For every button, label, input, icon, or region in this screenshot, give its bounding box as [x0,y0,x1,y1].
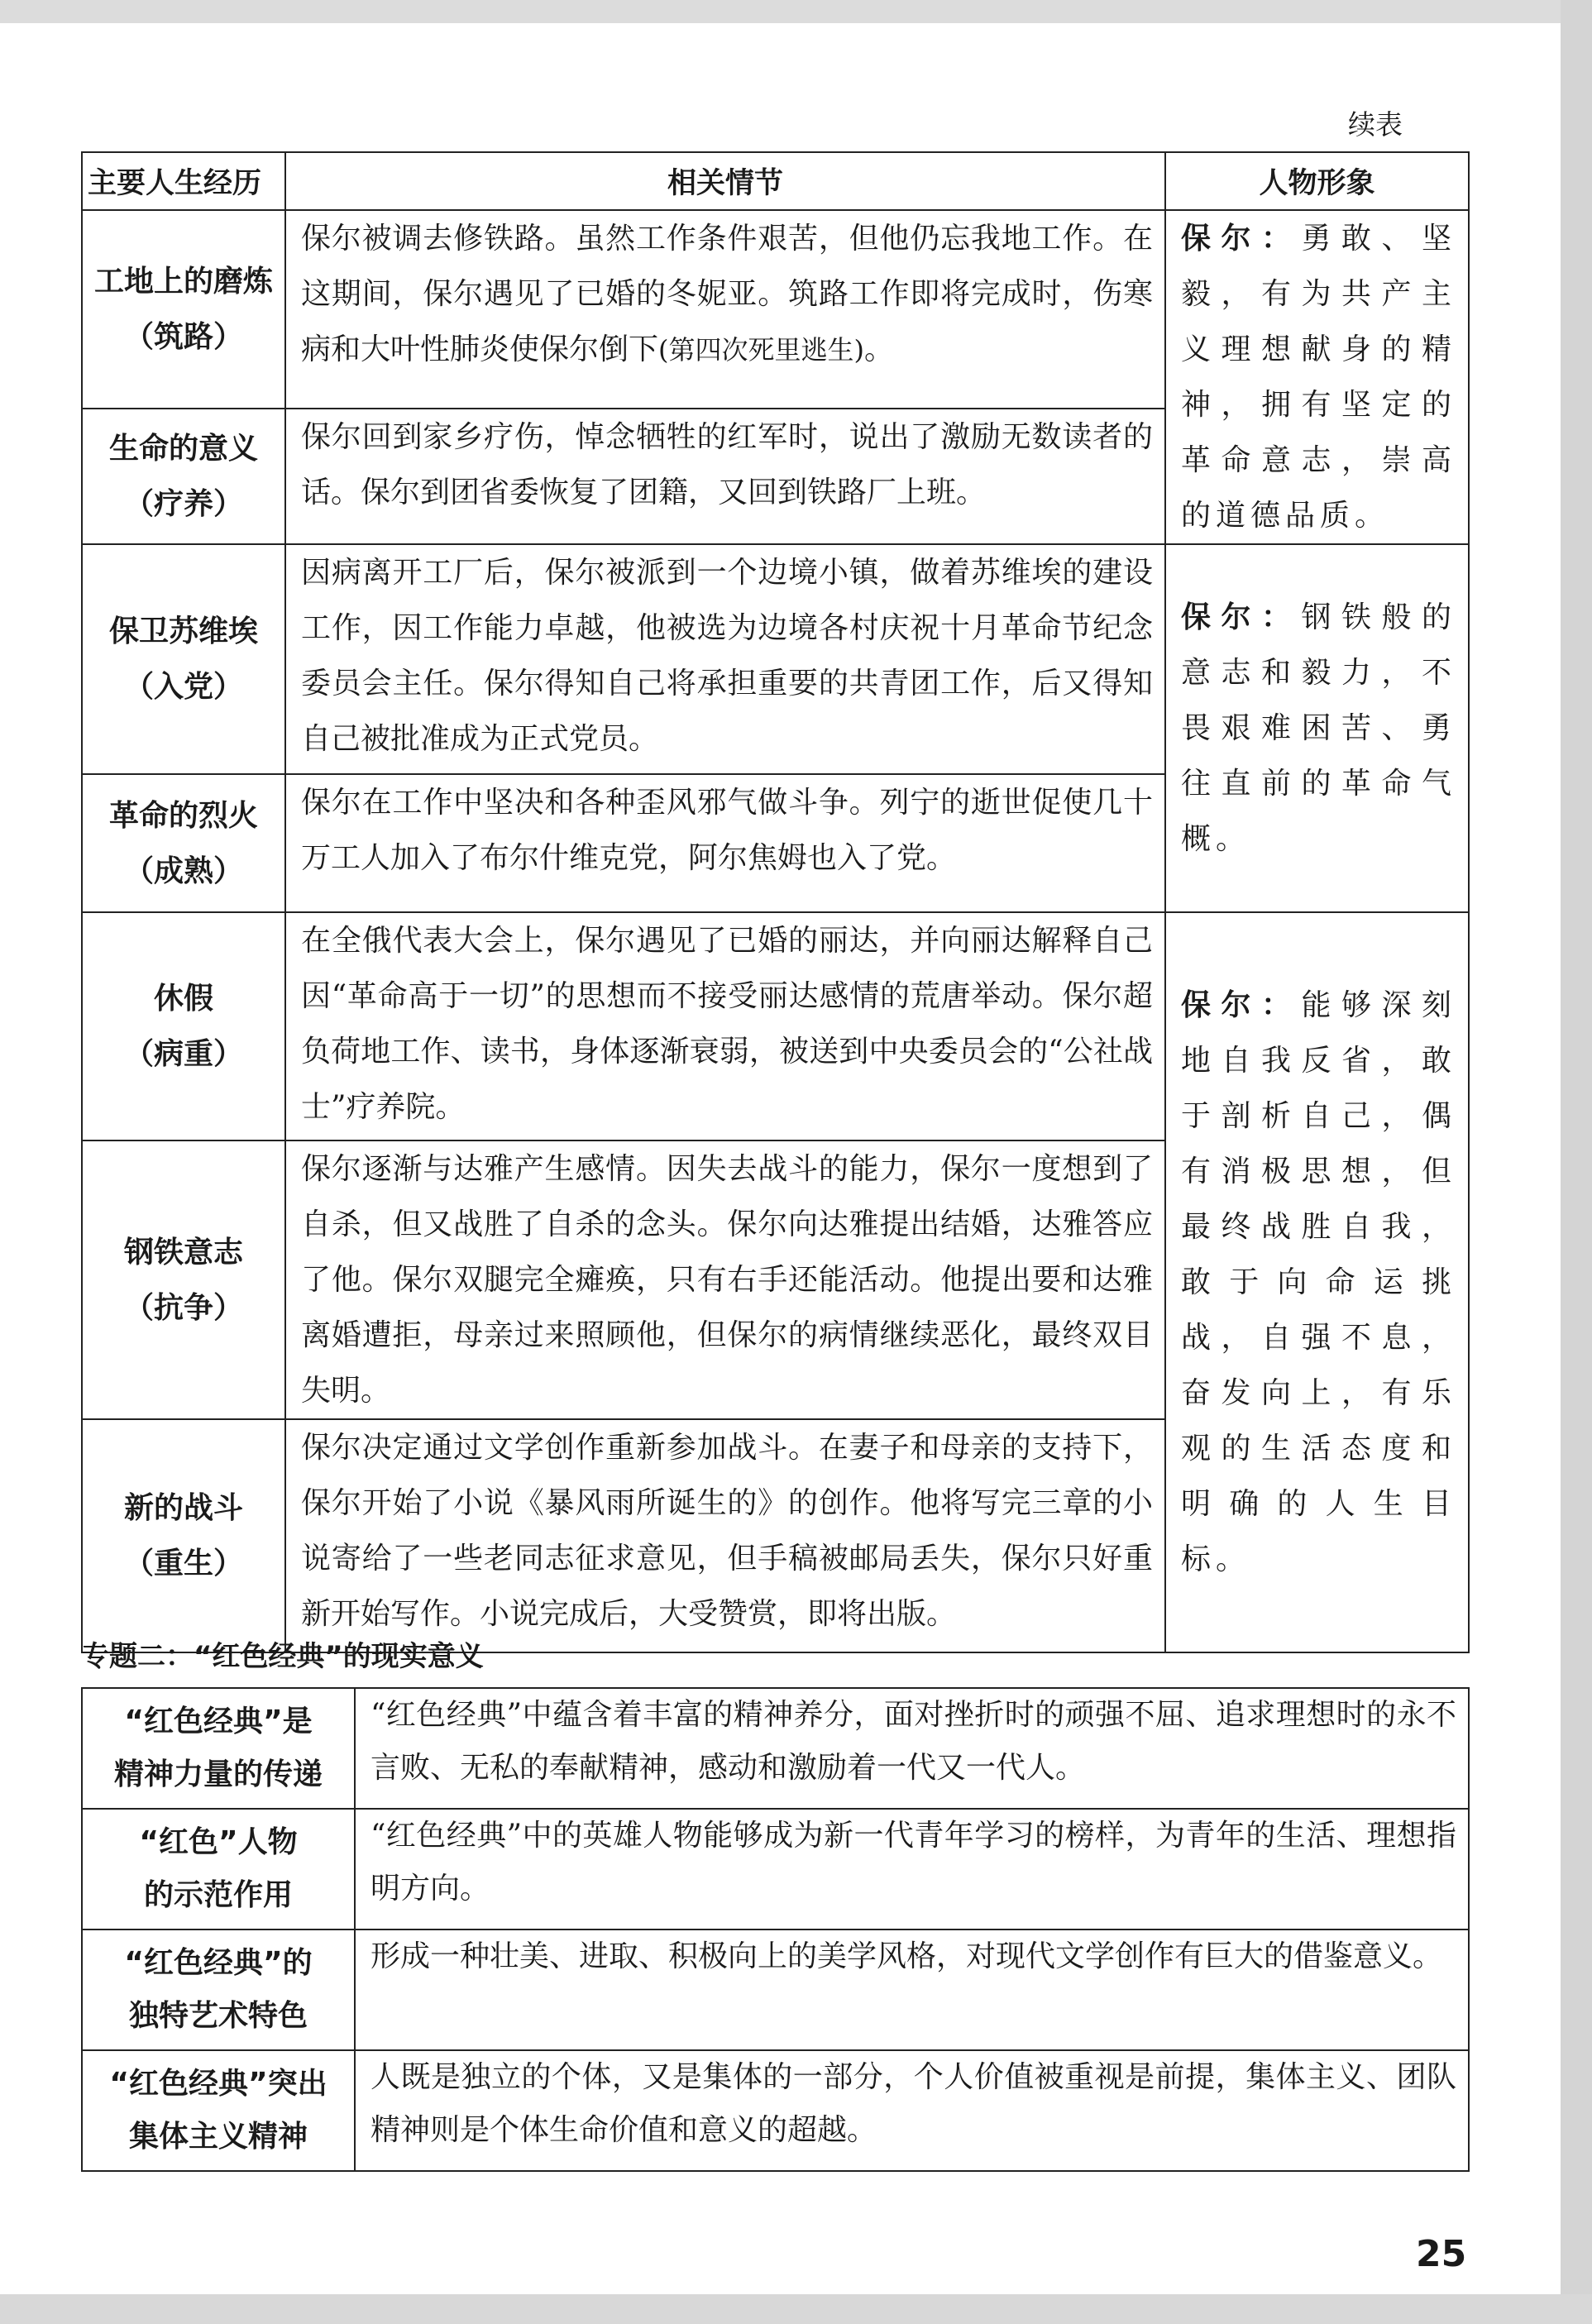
table-row [82,210,1469,409]
topic-cell: “红色经典”突出 集体主义精神 [82,2050,355,2171]
header-plot: 相关情节 [285,152,1165,210]
continued-label: 续表 [1348,108,1403,141]
plot-cell: 保尔回到家乡疗伤，悼念牺牲的红军时，说出了激励无数读者的话。保尔到团省委恢复了团籍，又回到铁路厂上班。 [285,409,1165,544]
table-row [82,544,1469,774]
plot-cell: 保尔决定通过文学创作重新参加战斗。在妻子和母亲的支持下，保尔开始了小说《暴风雨所诞生的》的创作。他将写完三章的小说寄给了一些老同志征求意见，但手稿被邮局丢失，保尔只好重新开始写作。小说完成后，大受赞赏，即将出版。 [285,1419,1165,1652]
red-classics-table [81,1687,1470,2172]
plot-cell: 保尔在工作中坚决和各种歪风邪气做斗争。列宁的逝世促使几十万工人加入了布尔什维克党，阿尔焦姆也入了党。 [285,774,1165,912]
table-row [82,1809,1469,1929]
stage-cell: 休假 （病重） [82,912,285,1140]
image-cell: 保尔：钢铁般的意志和毅力，不畏艰难困苦、勇往直前的革命气概。 [1165,544,1469,912]
plot-cell: 因病离开工厂后，保尔被派到一个边境小镇，做着苏维埃的建设工作，因工作能力卓越，他被选为边境各村庆祝十月革命节纪念委员会主任。保尔得知自己将承担重要的共青团工作，后又得知自己被批准成为正式党员。 [285,544,1165,774]
meaning-cell: 人既是独立的个体，又是集体的一部分，个人价值被重视是前提，集体主义、团队精神则是个体生命价值和意义的超越。 [355,2050,1469,2171]
table-row [82,2050,1469,2171]
table-row [82,1688,1469,1809]
image-cell: 保尔：能够深刻地自我反省，敢于剖析自己，偶有消极思想，但最终战胜自我，敢于向命运挑战，自强不息，奋发向上，有乐观的生活态度和明确的人生目标。 [1165,912,1469,1652]
topic-cell: “红色经典”的 独特艺术特色 [82,1929,355,2050]
plot-cell: 保尔逐渐与达雅产生感情。因失去战斗的能力，保尔一度想到了自杀，但又战胜了自杀的念头。保尔向达雅提出结婚，达雅答应了他。保尔双腿完全瘫痪，只有右手还能活动。他提出要和达雅离婚遭拒，母亲过来照顾他，但保尔的病情继续恶化，最终双目失明。 [285,1140,1165,1419]
meaning-cell: “红色经典”中的英雄人物能够成为新一代青年学习的榜样，为青年的生活、理想指明方向。 [355,1809,1469,1929]
section-title: 专题二：“红色经典”的现实意义 [81,1640,484,1673]
table-row [82,1929,1469,2050]
page-number: 25 [1416,2233,1467,2275]
scan-border-right [1561,0,1592,2324]
scan-border-top [0,0,1592,23]
stage-cell: 保卫苏维埃 （入党） [82,544,285,774]
header-image: 人物形象 [1165,152,1469,210]
stage-cell: 新的战斗 （重生） [82,1419,285,1652]
header-experience: 主要人生经历 [82,152,285,210]
plot-cell: 保尔被调去修铁路。虽然工作条件艰苦，但他仍忘我地工作。在这期间，保尔遇见了已婚的冬妮亚。筑路工作即将完成时，伤寒病和大叶性肺炎使保尔倒下(第四次死里逃生)。 [285,210,1165,409]
stage-cell: 钢铁意志 （抗争） [82,1140,285,1419]
table-header-row [82,152,1469,210]
meaning-cell: “红色经典”中蕴含着丰富的精神养分，面对挫折时的顽强不屈、追求理想时的永不言败、无私的奉献精神，感动和激励着一代又一代人。 [355,1688,1469,1809]
stage-cell: 革命的烈火 （成熟） [82,774,285,912]
stage-cell: 工地上的磨炼 （筑路） [82,210,285,409]
stage-cell: 生命的意义 （疗养） [82,409,285,544]
plot-cell: 在全俄代表大会上，保尔遇见了已婚的丽达，并向丽达解释自己因“革命高于一切”的思想而不接受丽达感情的荒唐举动。保尔超负荷地工作、读书，身体逐渐衰弱，被送到中央委员会的“公社战士”疗养院。 [285,912,1165,1140]
topic-cell: “红色”人物 的示范作用 [82,1809,355,1929]
topic-cell: “红色经典”是 精神力量的传递 [82,1688,355,1809]
scan-border-bottom [0,2294,1592,2324]
image-cell: 保尔：勇敢、坚毅，有为共产主义理想献身的精神，拥有坚定的革命意志，崇高的道德品质。 [1165,210,1469,544]
life-experience-table [81,151,1470,1653]
table-row [82,912,1469,1140]
meaning-cell: 形成一种壮美、进取、积极向上的美学风格，对现代文学创作有巨大的借鉴意义。 [355,1929,1469,2050]
plot-note: (第四次死里逃生) [658,334,864,366]
